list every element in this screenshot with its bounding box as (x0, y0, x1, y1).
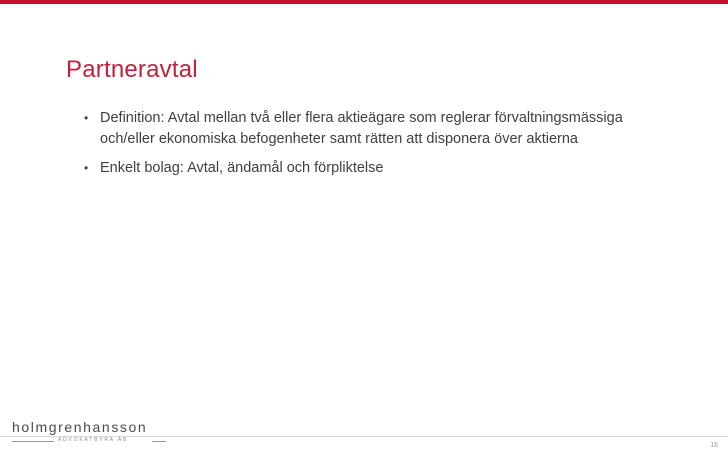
logo-wordmark: holmgrenhansson (12, 419, 148, 435)
bullet-icon: • (84, 161, 89, 175)
logo-rule-left (12, 441, 54, 442)
bullet-icon: • (84, 111, 89, 125)
logo-subtitle: ADVOKATBYRÅ AB (58, 437, 129, 443)
bullet-item-enkelt-bolag (84, 158, 644, 179)
bullet-text: Definition: Avtal mellan två eller flera aktieägare som reglerar förvaltningsmässiga och/eller ekonomiska befogenheter samt rätten att disponera över aktierna (100, 110, 623, 147)
top-accent-bar (0, 0, 728, 4)
page-number: 16 (710, 442, 718, 449)
footer-divider (0, 436, 728, 437)
bullet-list (84, 108, 644, 187)
bullet-item-definition (84, 108, 644, 150)
slide-title: Partneravtal (66, 56, 198, 83)
bullet-text: Enkelt bolag: Avtal, ändamål och förpliktelse (100, 160, 384, 176)
logo-rule-right (152, 441, 166, 442)
